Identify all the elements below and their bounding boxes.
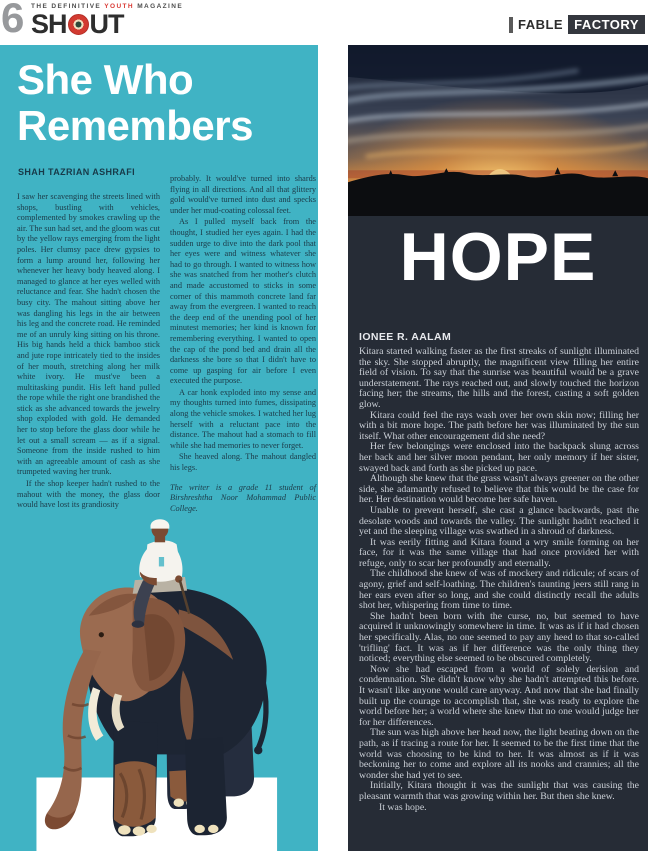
left-article-column-2-text	[170, 174, 316, 474]
right-article-body	[359, 347, 639, 813]
right-article-paragraphs	[359, 347, 639, 803]
paragraph: Her few belongings were enclosed into the backpack slung across her back and her silver moon pendant, her only memory if her sister, swayed back and forth as she picked up pace.	[359, 441, 639, 474]
page-number: 6	[1, 0, 25, 41]
left-title-line1: She Who	[17, 56, 194, 103]
paragraph: I saw her scavenging the streets lined with shops, bustling with vehicles, complemented by smokes crawling up the air. The sun had set, and the gloom was cut by the yellow rays emerging from the light poles. Her clumsy pace drew gypsies to form a lump around her, following her whenever her heavy body heaved along. I managed to glance at her eyes welled with reluctance and fear. She hadn't chosen the busy city. The mahout sitting above her was dangling his legs in the air between his leg and the concrete road. He reminded me of an unruly king sitting on his throne. His big hands held a thick bamboo stick and jute rope intricately tied to the insides of her mouth, stretching along her milk white ivory. He must've been a multitasking pundit. His left hand pulled the rope while the right one brandished the stick as she advanced towards the jewelry shop exploded with gold. He demanded her to stop before the glass door while he let out a small scream — as if a signal. Someone from the inside rushed to him with an agreeable amount of cash as she trumpeted waving her trunk.	[17, 192, 160, 477]
paragraph: She heaved along. The mahout dangled his legs.	[170, 452, 316, 473]
paragraph: Kitara started walking faster as the first streaks of sunlight illuminated the sky. She stopped abruptly, the magnificent view filling her entire field of vision. To say that the sunrise was beautiful would be a grave understatement. The rays reached out, and slowly touched the horizon facing her; the streams, the hills and the forest, casting a soft golden glow.	[359, 346, 639, 410]
logo-ut: UT	[89, 9, 124, 39]
paragraph: As I pulled myself back from the thought, I studied her eyes again. I had the sudden urge to dive into the dark pool that her eyes were and witness whatever she had to go through. I wanted to witness how she was snatched from her mother's clutch and made accustomed to sticks in some corner of this mammoth concrete land far away from the evergreen. I wanted to reach the deep end of the unending pool of her minutest memories; her kind is known for remembering everything. I wanted to open the cap of the pond bed and drain all the darkness she bore so that I didn't have to come up gasping for air before I even executed the purpose.	[170, 217, 316, 386]
tagline-highlight: YOUTH	[104, 3, 134, 10]
paragraph: Now she had escaped from a world of solely derision and condemnation. She didn't know why she hadn't attempted this before. It wasn't like anyone would care anyway. And now that she had finally built up the courage to accomplish that, she was ready to explore the world before her; a world where she knew that no one would judge her for her differences.	[359, 663, 639, 728]
right-article-title: HOPE	[399, 219, 597, 295]
left-article-panel	[0, 45, 318, 851]
tagline-pre: THE DEFINITIVE	[31, 3, 105, 10]
section-label-fable: FABLE	[517, 17, 564, 32]
paragraph: The sun was high above her head now, the light beating down on the path, as if tracing a route for her. It seemed to be the first time that the world was choosing to be kind to her. It was almost as if it was beckoning her to come and explore all its nooks and crannies; all the wonder she had yet to see.	[359, 727, 639, 781]
logo-o-icon	[68, 14, 89, 35]
left-article-author: SHAH TAZRIAN ASHRAFI	[18, 167, 135, 177]
page-header	[0, 0, 650, 45]
paragraph: She hadn't been born with the curse, no, but seemed to have acquired it unknowingly somewhere in time. It was as if it had chosen her specifically. Alas, no one seemed to pay any heed to that so-called 'trifling' fact. It was as if her difference was the only thing they noticed; everything else seemed to be obscured completely.	[359, 610, 639, 665]
section-label-factory: FACTORY	[568, 15, 645, 34]
elephant-illustration-svg	[26, 515, 298, 851]
logo-sh: SH	[31, 9, 67, 39]
paragraph: The childhood she knew of was of mockery and ridicule; of scars of agony, grief and self-loathing. The children's taunting jeers still rang in her ears even after so long, and she could distinctly recall the adults shot her, whispering from time to time.	[359, 568, 639, 612]
paragraph: Initially, Kitara thought it was the sunlight that was causing the pleasant warmth that was growing within her. But then she knew.	[359, 780, 639, 802]
closing-line: It was hope.	[379, 801, 427, 813]
section-bar-icon	[509, 17, 513, 33]
paragraph: Although she knew that the grass wasn't always greener on the other side, she adamantly refused to believe that this would be the case for her. Her destination would become her safe haven.	[359, 473, 639, 506]
sunrise-photo-svg	[348, 45, 648, 216]
paragraph: If the shop keeper hadn't rushed to the mahout with the money, the glass door would have lost its grandiosity	[17, 479, 160, 510]
paragraph: Kitara could feel the rays wash over her own skin now; filling her with a bit more hope. The path before her was illuminated by the sun itself. What other encouragement did she need?	[359, 409, 639, 442]
logo-wordmark	[31, 11, 183, 38]
writer-credit: The writer is a grade 11 student of Birshreshtha Noor Mohammad Public College.	[170, 482, 316, 513]
sunrise-photo	[348, 45, 648, 216]
mahout-riding-elephant-illustration	[26, 515, 298, 851]
magazine-logo	[31, 3, 183, 38]
paragraph: Unable to prevent herself, she cast a glance backwards, past the desolate woods and towards the valley. The sunlight hadn't reached it yet and the sleeping village was swathed in a shroud of darkness.	[359, 504, 639, 538]
left-title-line2: Remembers	[17, 102, 253, 150]
paragraph: It was eerily fitting and Kitara found a wry smile forming on her face, for it was the same village that had once provided her with refuge, only to scar her profoundly and eternally.	[359, 536, 639, 569]
right-article-author: IONEE R. AALAM	[359, 331, 452, 343]
left-article-title	[17, 57, 253, 149]
right-article-panel	[348, 45, 648, 851]
paragraph: probably. It would've turned into shards flying in all directions. And all that glittery gold would've turned into dust and specks under her mud-coating colossal feet.	[170, 174, 316, 215]
paragraph: A car honk exploded into my sense and my thoughts turned into fumes, dissipating along the vehicle smokes. I watched her lug herself with a reluctant pace into the distance. The mahout had a stomach to fill while she had memories to never forget.	[170, 387, 316, 450]
section-label	[509, 15, 645, 34]
tagline-post: MAGAZINE	[134, 3, 184, 10]
